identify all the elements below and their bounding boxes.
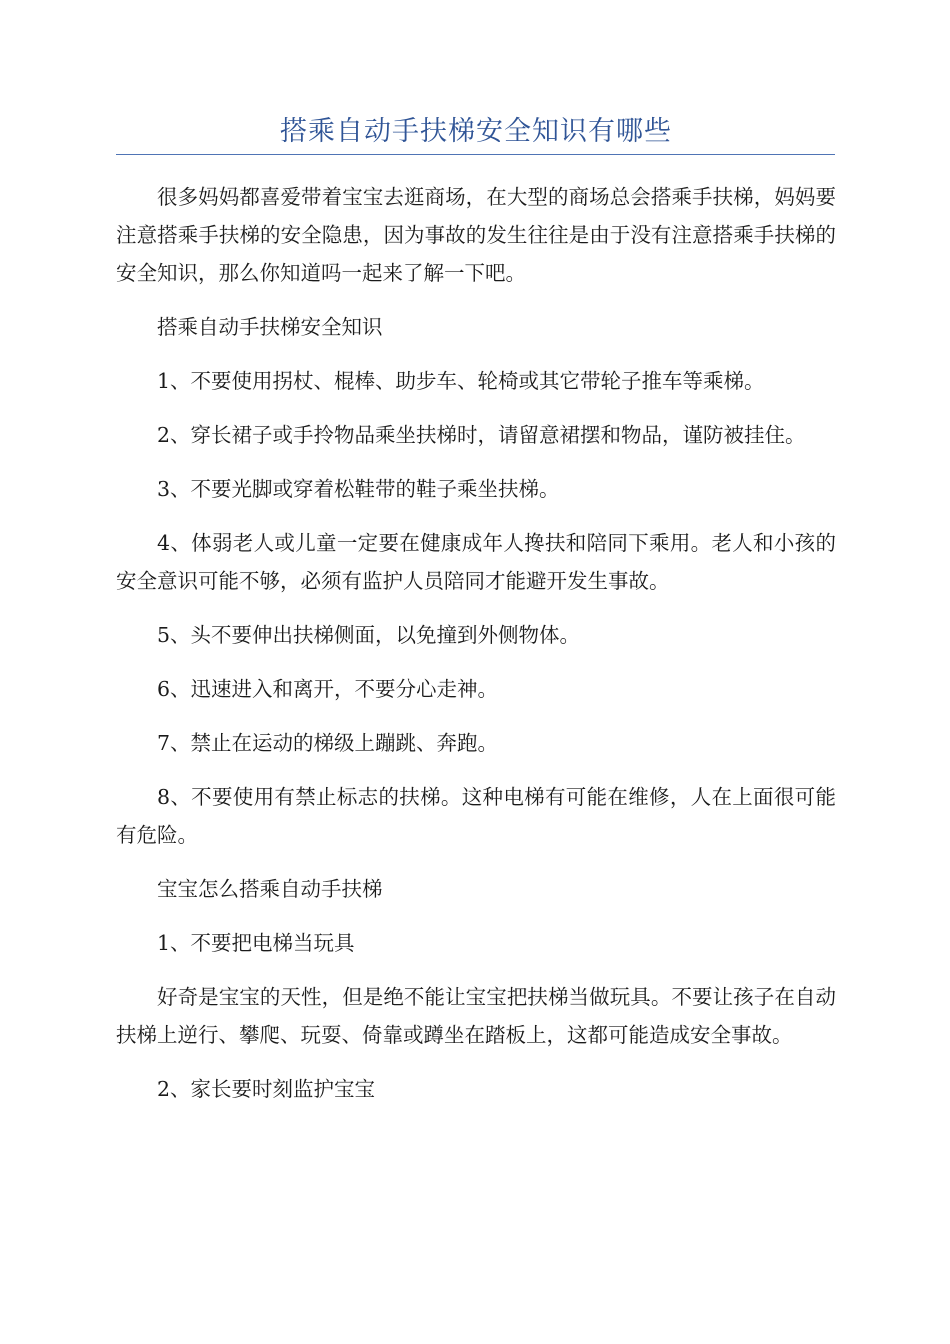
title-underline [116, 154, 835, 155]
baby-item-1-heading: 1、不要把电梯当玩具 [157, 931, 355, 955]
section-heading-baby-escalator: 宝宝怎么搭乘自动手扶梯 [157, 877, 383, 901]
intro-paragraph: 很多妈妈都喜爱带着宝宝去逛商场，在大型的商场总会搭乘手扶梯，妈妈要注意搭乘手扶梯的安全隐患，因为事故的发生往往是由于没有注意搭乘手扶梯的安全知识，那么你知道吗一起来了解一下吧。 [116, 185, 836, 285]
safety-item-2: 2、穿长裙子或手拎物品乘坐扶梯时，请留意裙摆和物品，谨防被挂住。 [157, 423, 806, 447]
safety-item-1: 1、不要使用拐杖、棍棒、助步车、轮椅或其它带轮子推车等乘梯。 [157, 369, 765, 393]
document-title: 搭乘自动手扶梯安全知识有哪些 [280, 116, 672, 147]
safety-item-6: 6、迅速进入和离开，不要分心走神。 [157, 677, 499, 701]
baby-item-2-heading: 2、家长要时刻监护宝宝 [157, 1077, 376, 1101]
baby-item-1-text: 好奇是宝宝的天性，但是绝不能让宝宝把扶梯当做玩具。不要让孩子在自动扶梯上逆行、攀爬、玩耍、倚靠或蹲坐在踏板上，这都可能造成安全事故。 [116, 985, 836, 1047]
safety-item-4: 4、体弱老人或儿童一定要在健康成年人搀扶和陪同下乘用。老人和小孩的安全意识可能不够，必须有监护人员陪同才能避开发生事故。 [116, 531, 836, 593]
safety-item-8: 8、不要使用有禁止标志的扶梯。这种电梯有可能在维修，人在上面很可能有危险。 [116, 785, 836, 847]
section-heading-safety-knowledge: 搭乘自动手扶梯安全知识 [157, 315, 383, 339]
safety-item-7: 7、禁止在运动的梯级上蹦跳、奔跑。 [157, 731, 499, 755]
document-body [116, 178, 836, 1124]
safety-item-3: 3、不要光脚或穿着松鞋带的鞋子乘坐扶梯。 [157, 477, 560, 501]
safety-item-5: 5、头不要伸出扶梯侧面，以免撞到外侧物体。 [157, 623, 581, 647]
